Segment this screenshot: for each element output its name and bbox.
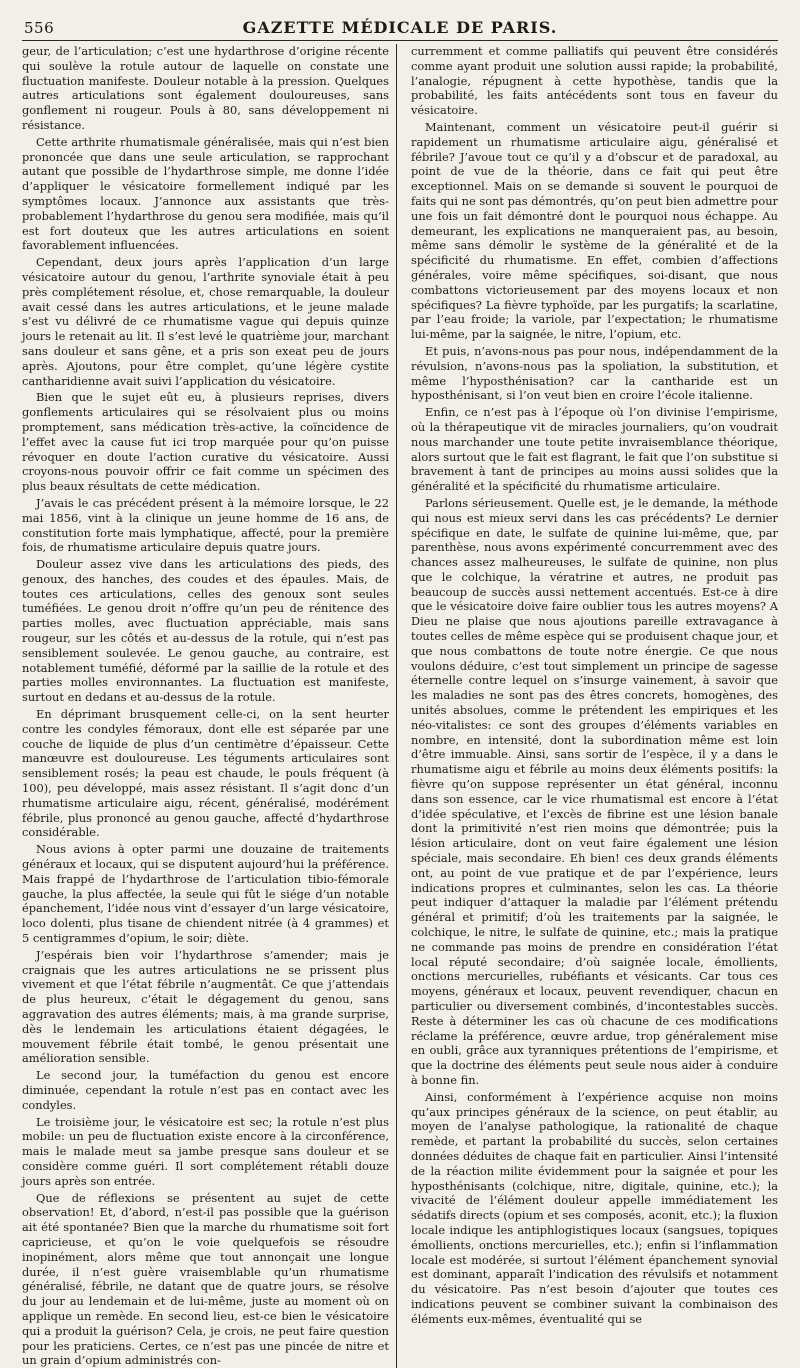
running-title: GAZETTE MÉDICALE DE PARIS.	[242, 18, 558, 37]
paragraph: Cette arthrite rhumatismale généralisée, mais qui n’est bien prononcée que dans une seule articulation, se rapprochant autant que possible de l’hydarthrose simple, me donne l’idée d’appliquer le vésicatoire formellement indiqué par les symptômes locaux. J’annonce aux assistants que très-probablement l’hydarthrose du genou sera modifiée, mais qu’il est fort douteux que les autres articulations en soient favorablement influencées.	[22, 134, 389, 253]
page-number: 556	[24, 19, 55, 37]
text-columns	[22, 44, 778, 1368]
paragraph: geur, de l’articulation; c’est une hydarthrose d’origine récente qui soulève la rotule autour de laquelle on constate une fluctuation manifeste. Douleur notable à la pression. Quelques autres articulations sont également douloureuses, sans gonflement ni rougeur. Pouls à 80, sans développement ni résistance.	[22, 44, 389, 132]
paragraph: Le second jour, la tuméfaction du genou est encore diminuée, cependant la rotule n’est pas en contact avec les condyles.	[22, 1068, 389, 1112]
paragraph: Bien que le sujet eût eu, à plusieurs reprises, divers gonflements articulaires qui se résolvaient plus ou moins promptement, sans médication très-active, la coïncidence de l’effet avec la cause fut ici trop marquée pour qu’on puisse révoquer en doute l’action curative du vésicatoire. Aussi croyons-nous pouvoir offrir ce fait comme un spécimen des plus beaux résultats de cette médication.	[22, 390, 389, 494]
paragraph: Ainsi, conformément à l’expérience acquise non moins qu’aux principes généraux de la science, on peut établir, au moyen de l’analyse pathologique, la rationalité de chaque remède, et partant la probabilité du succès, selon certaines données déduites de chaque fait en particulier. Ainsi l’intensité de la réaction milite évidemment pour la saignée et pour les hyposthénisants (colchique, nitre, digitale, quinine, etc.); la vivacité de l’élément douleur appelle immédiatement les sédatifs directs (opium et ses composés, aconit, etc.); la fluxion locale indique les antiphlogistiques locaux (sangsues, topiques émollients, onctions mercurielles, etc.); enfin si l’inflammation locale est modérée, si surtout l’élément épanchement synovial est dominant, apparaît l’indication des révulsifs et notamment du vésicatoire. Pas n’est besoin d’ajouter que toutes ces indications peuvent se combiner suivant la combinaison des éléments eux-mêmes, éventualité qui se	[411, 1089, 778, 1326]
paragraph: Parlons sérieusement. Quelle est, je le demande, la méthode qui nous est mieux servi dans les cas précédents? Le dernier spécifique en date, le sulfate de quinine lui-même, que, par parenthèse, nous avons expérimenté concurremment avec des chances assez malheureuses, le sulfate de quinine, non plus que le colchique, la vératrine et autres, ne produit pas beaucoup de succès aussi nettement accentués. Est-ce à dire que le vésicatoire doive faire oublier tous les autres moyens? A Dieu ne plaise que nous ajoutions pareille extravagance à toutes celles de même espèce qui se produisent chaque jour, et que nous combattons de toute notre énergie. Ce que nous voulons déduire, c’est tout simplement un principe de sagesse éternelle contre lequel on s’insurge vainement, à savoir que les maladies ne sont pas des êtres concrets, homogènes, des unités absolues, comme le prétendent les empiriques et les néo-vitalistes: ce sont des groupes d’éléments variables en nombre, en intensité, dont la subordination même est loin d’être immuable. Ainsi, sans sortir de l’espèce, il y a dans le rhumatisme aigu et fébrile au moins deux éléments positifs: la fièvre qu’on suppose représenter un état général, inconnu dans son essence, car le vice rhumatismal est encore à l’état d’idée spéculative, et l’excès de fibrine est une lésion banale dont la primitivité n’est rien moins que démontrée; puis la lésion articulaire, dont on veut faire également une lésion spéciale, mais secondaire. Eh bien! ces deux grands éléments ont, au point de vue pratique et de par l’expérience, leurs indications propres et culminantes, selon les cas. La théorie peut indiquer d’attaquer la maladie par l’élément prétendu général et primitif; d’où les traitements par la saignée, le colchique, le nitre, le sulfate de quinine, etc.; mais la pratique ne commande pas moins de prendre en considération l’état local réputé secondaire; d’où saignée locale, émollients, onctions mercurielles, rubéfiants et vésicants. Car tous ces moyens, généraux et locaux, peuvent revendiquer, chacun en particulier ou diversement combinés, d’incontestables succès. Reste à déterminer les cas où chacune de ces modifications réclame la préférence, œuvre ardue, trop généralement mise en oubli, grâce aux tyranniques prétentions de l’empirisme, et que la doctrine des éléments peut seule nous aider à conduire à bonne fin.	[411, 495, 778, 1087]
paragraph: J’espérais bien voir l’hydarthrose s’amender; mais je craignais que les autres articulations ne se prissent plus vivement et que l’état fébrile n’augmentât. Ce que j’attendais de plus heureux, c’était le dégagement du genou, sans aggravation des autres éléments; mais, à ma grande surprise, dès le lendemain les articulations étaient dégagées, le mouvement fébrile était tombé, le genou présentait une amélioration sensible.	[22, 947, 389, 1066]
paragraph: Et puis, n’avons-nous pas pour nous, indépendamment de la révulsion, n’avons-nous pas la spoliation, la substitution, et même l’hyposthénisation? car la cantharide est un hyposthénisant, si l’on veut bien en croire l’école italienne.	[411, 343, 778, 403]
paragraph: J’avais le cas précédent présent à la mémoire lorsque, le 22 mai 1856, vint à la clinique un jeune homme de 16 ans, de constitution forte mais lymphatique, affecté, pour la première fois, de rhumatisme articulaire depuis quatre jours.	[22, 495, 389, 555]
right-column	[411, 44, 778, 1368]
paragraph: Maintenant, comment un vésicatoire peut-il guérir si rapidement un rhumatisme articulaire aigu, généralisé et fébrile? J’avoue tout ce qu’il y a d’obscur et de paradoxal, au point de vue de la théorie, dans ce fait qui peut être exceptionnel. Mais on se demande si souvent le pourquoi de faits qui ne sont pas démontrés, qu’on peut bien admettre pour une fois un fait démontré dont le pourquoi nous échappe. Au demeurant, les explications ne manqueraient pas, au besoin, même sans démolir le système de la généralité et de la spécificité du rhumatisme. En effet, combien d’affections générales, voire même spécifiques, soi-disant, que nous combattons victorieusement par des moyens locaux et non spécifiques? La fièvre typhoïde, par les purgatifs; la scarlatine, par l’eau froide; la variole, par l’expectation; le rhumatisme lui-même, par la saignée, le nitre, l’opium, etc.	[411, 119, 778, 342]
paragraph: curremment et comme palliatifs qui peuvent être considérés comme ayant produit une solution aussi rapide; la probabilité, l’analogie, répugnent à cette hypothèse, tandis que la probabilité, les faits antécédents sont tous en faveur du vésicatoire.	[411, 44, 778, 118]
paragraph: Le troisième jour, le vésicatoire est sec; la rotule n’est plus mobile: un peu de fluctuation existe encore à la circonférence, mais le malade meut sa jambe presque sans douleur et se considère comme guéri. Il sort complétement rétabli douze jours après son entrée.	[22, 1114, 389, 1188]
paragraph: Cependant, deux jours après l’application d’un large vésicatoire autour du genou, l’arthrite synoviale était à peu près complétement résolue, et, chose remarquable, la douleur avait cessé dans les autres articulations, et le jeune malade s’est vu délivré de ce rhumatisme vague qui depuis quinze jours le retenait au lit. Il s’est levé le quatrième jour, marchant sans douleur et sans gêne, et a pris son exeat peu de jours après. Ajoutons, pour être complet, qu’une légère cystite cantharidienne avait suivi l’application du vésicatoire.	[22, 255, 389, 388]
paragraph: Que de réflexions se présentent au sujet de cette observation! Et, d’abord, n’est-il pas possible que la guérison ait été spontanée? Bien que la marche du rhumatisme soit fort capricieuse, et qu’on le voie quelquefois se résoudre inopinément, alors même que tout annonçait une longue durée, il n’est guère vraisemblable qu’un rhumatisme généralisé, fébrile, ne datant que de quatre jours, se résolve du jour au lendemain et de lui-même, juste au moment où on applique un remède. En second lieu, est-ce bien le vésicatoire qui a produit la guérison? Cela, je crois, ne peut faire question pour les praticiens. Certes, ce n’est pas une pincée de nitre et un grain d’opium administrés con-	[22, 1190, 389, 1368]
paragraph: Nous avions à opter parmi une douzaine de traitements généraux et locaux, qui se disputent aujourd’hui la préférence. Mais frappé de l’hydarthrose de l’articulation tibio-fémorale gauche, la plus affectée, la seule qui fût le siége d’un notable épanchement, l’idée nous vint d’essayer d’un large vésicatoire, loco dolenti, plus tisane de chiendent nitrée (à 4 grammes) et 5 centigrammes d’opium, le soir; diète.	[22, 842, 389, 946]
page-header	[22, 18, 778, 41]
paragraph: Douleur assez vive dans les articulations des pieds, des genoux, des hanches, des coudes et des épaules. Mais, de toutes ces articulations, celles des genoux sont seules tuméfiées. Le genou droit n’offre qu’un peu de rénitence des parties molles, avec fluctuation appréciable, mais sans rougeur, sur les côtés et au-dessus de la rotule, qui n’est pas sensiblement soulevée. Le genou gauche, au contraire, est notablement tuméfié, déformé par la saillie de la rotule et des parties molles environnantes. La fluctuation est manifeste, surtout en dedans et au-dessus de la rotule.	[22, 557, 389, 705]
paragraph: En déprimant brusquement celle-ci, on la sent heurter contre les condyles fémoraux, dont elle est séparée par une couche de liquide de plus d’un centimètre d’épaisseur. Cette manœuvre est douloureuse. Les téguments articulaires sont sensiblement rosés; la peau est chaude, le pouls fréquent (à 100), peu développé, mais assez résistant. Il s’agit donc d’un rhumatisme articulaire aigu, récent, généralisé, modérément fébrile, plus prononcé au genou gauche, affecté d’hydarthrose considérable.	[22, 707, 389, 840]
left-column	[22, 44, 397, 1368]
paragraph: Enfin, ce n’est pas à l’époque où l’on divinise l’empirisme, où la thérapeutique vit de miracles journaliers, qu’on voudrait nous marchander une toute petite invraisemblance théorique, alors surtout que le fait est flagrant, le fait que l’on substitue si bravement à tant de principes au moins aussi solides que la généralité et la spécificité du rhumatisme articulaire.	[411, 405, 778, 494]
